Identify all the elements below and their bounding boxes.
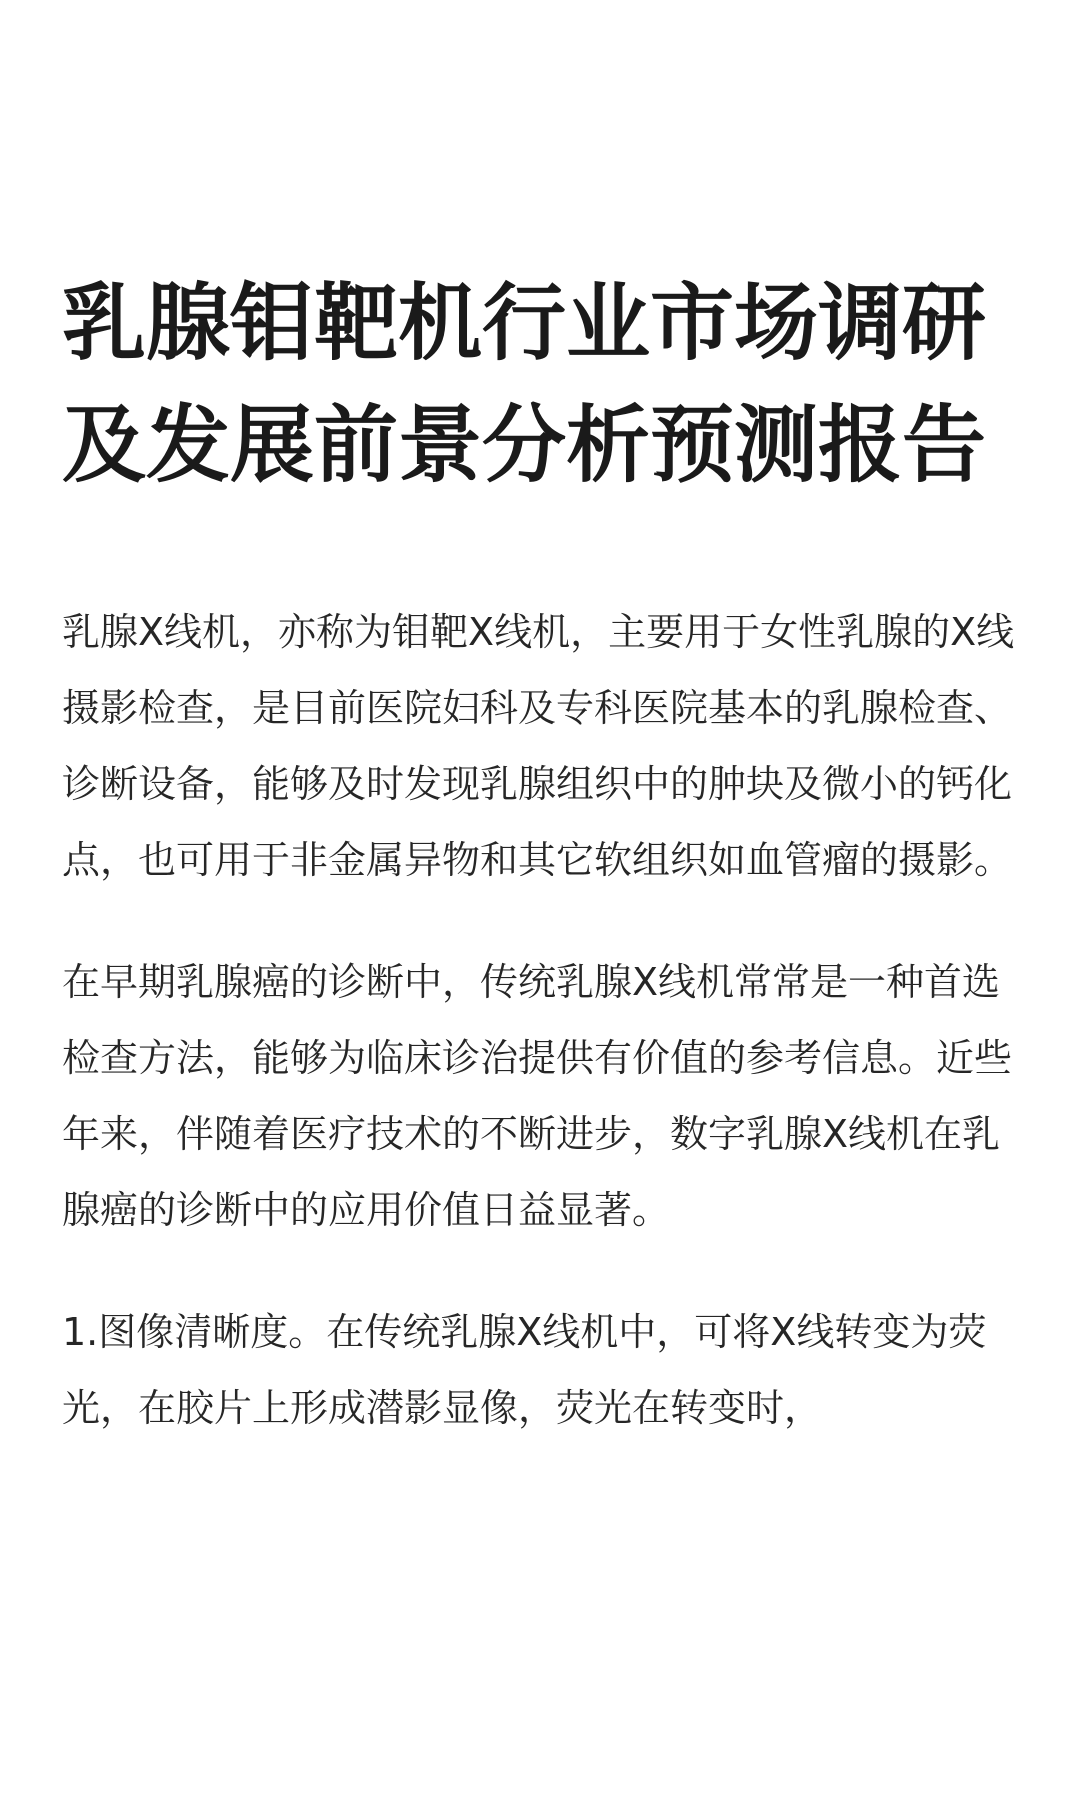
article-title: 乳腺钼靶机行业市场调研及发展前景分析预测报告 [62,274,987,494]
article-paragraph-3: 1.图像清晰度。在传统乳腺X线机中，可将X线转变为荧光，在胶片上形成潜影显像，荧光在转变时， [62,1310,987,1430]
article [62,262,1022,1446]
article-paragraph-1: 乳腺X线机，亦称为钼靶X线机，主要用于女性乳腺的X线摄影检查，是目前医院妇科及专科医院基本的乳腺检查、诊断设备，能够及时发现乳腺组织中的肿块及微小的钙化点，也可用于非金属异物和其它软组织如血管瘤的摄影。 [62,610,1015,882]
article-paragraph-2: 在早期乳腺癌的诊断中，传统乳腺X线机常常是一种首选检查方法，能够为临床诊治提供有价值的参考信息。近些年来，伴随着医疗技术的不断进步，数字乳腺X线机在乳腺癌的诊断中的应用价值日益显著。 [62,960,1013,1232]
